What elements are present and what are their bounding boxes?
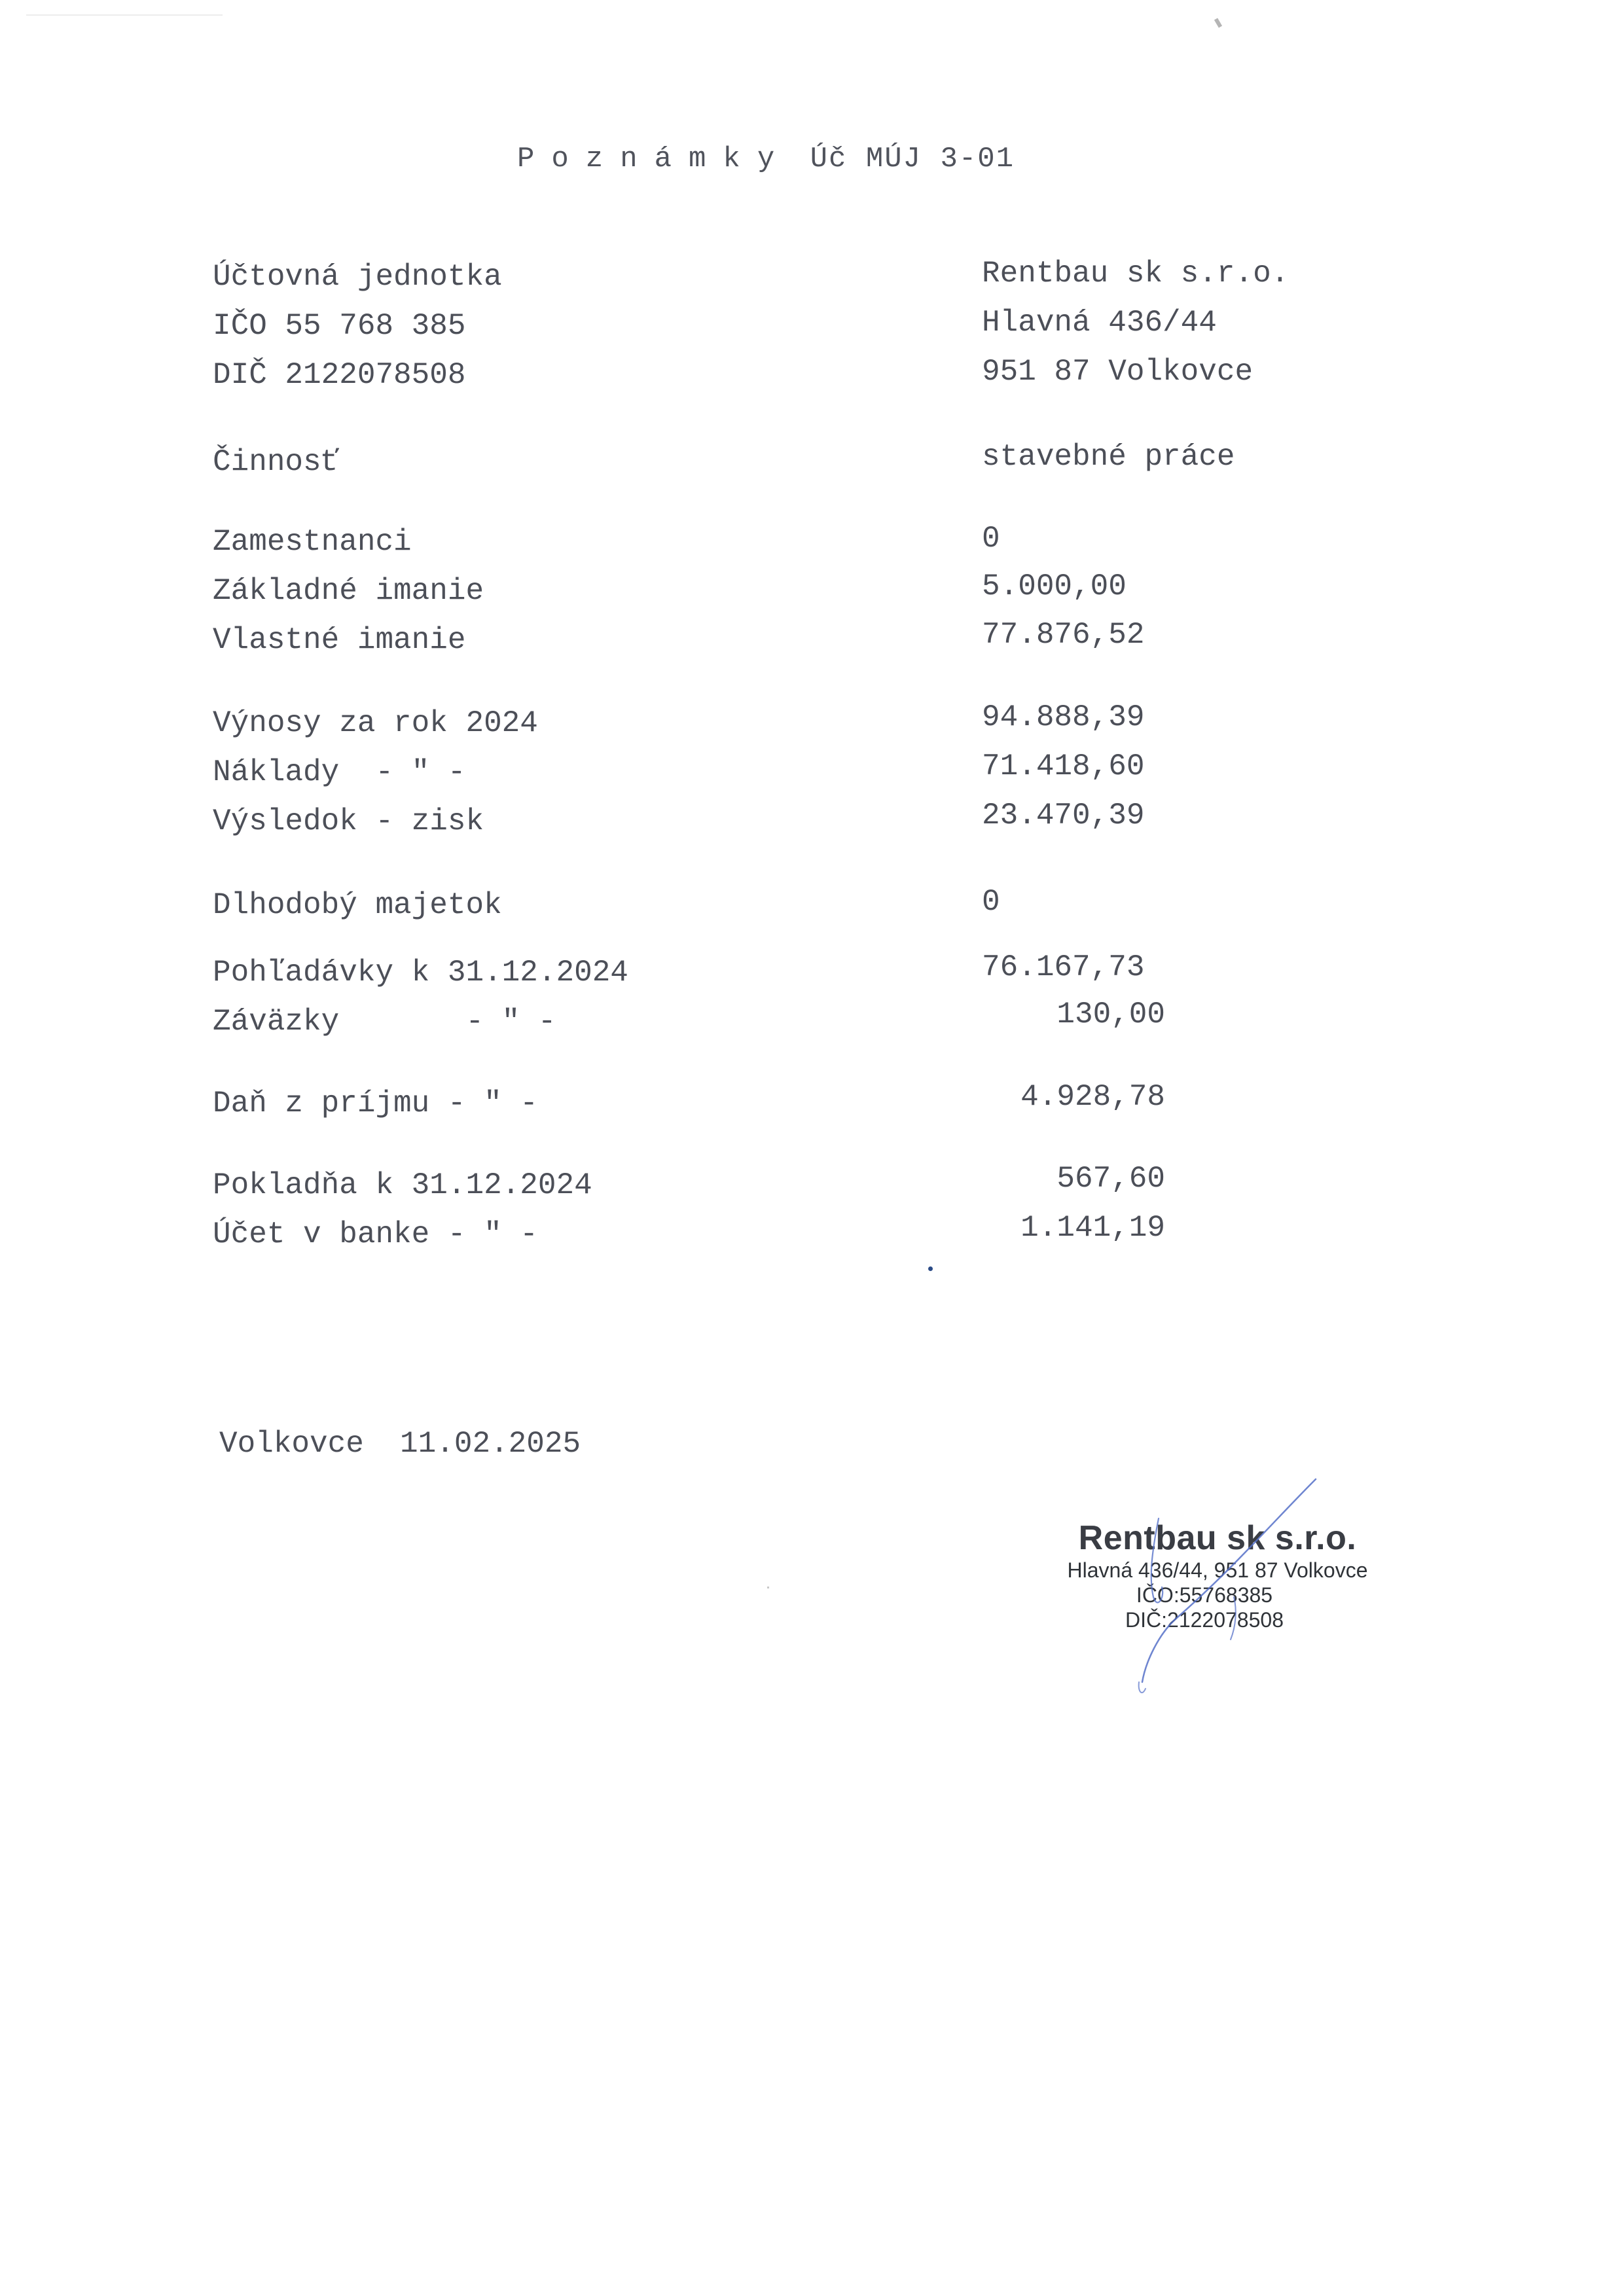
equity-label: Vlastné imanie <box>213 623 466 657</box>
stamp-ico: IČO:55768385 <box>1136 1583 1273 1607</box>
liabilities-label: Záväzky - " - <box>213 1005 556 1039</box>
receivables-value: 76.167,73 <box>982 950 1145 984</box>
stamp-address: Hlavná 436/44, 951 87 Volkovce <box>1067 1558 1368 1582</box>
page-title <box>517 143 1015 175</box>
income-tax-value: 4.928,78 <box>1020 1080 1165 1114</box>
cashbox-value: 567,60 <box>1056 1162 1165 1196</box>
liabilities-value: 130,00 <box>1056 997 1165 1031</box>
company-stamp <box>1008 1518 1401 1632</box>
company-city: 951 87 Volkovce <box>982 355 1254 389</box>
company-name: Rentbau sk s.r.o. <box>982 257 1290 291</box>
revenue-label: Výnosy za rok 2024 <box>213 706 538 740</box>
ico-label: IČO 55 768 385 <box>213 309 466 343</box>
bank-account-value: 1.141,19 <box>1020 1211 1165 1245</box>
title-form-code: Úč MÚJ 3-01 <box>810 143 1015 175</box>
cashbox-label: Pokladňa k 31.12.2024 <box>213 1168 592 1202</box>
employees-value: 0 <box>982 522 1000 556</box>
profit-value: 23.470,39 <box>982 798 1145 833</box>
basic-capital-value: 5.000,00 <box>982 569 1127 603</box>
stamp-dic: DIČ:2122078508 <box>1125 1608 1284 1632</box>
employees-label: Zamestnanci <box>213 525 412 559</box>
costs-label: Náklady - " - <box>213 755 466 789</box>
equity-value: 77.876,52 <box>982 618 1145 652</box>
bank-account-label: Účet v banke - " - <box>213 1217 538 1251</box>
basic-capital-label: Základné imanie <box>213 574 484 608</box>
ink-dot <box>928 1266 933 1271</box>
income-tax-label: Daň z príjmu - " - <box>213 1086 538 1121</box>
receivables-label: Pohľadávky k 31.12.2024 <box>213 956 628 990</box>
dic-label: DIČ 2122078508 <box>213 358 466 392</box>
activity-label: Činnosť <box>213 445 340 479</box>
revenue-value: 94.888,39 <box>982 700 1145 734</box>
accounting-unit-label: Účtovná jednotka <box>213 260 502 294</box>
signature-stroke-hook <box>1139 1682 1146 1693</box>
profit-label: Výsledok - zisk <box>213 804 484 838</box>
company-street: Hlavná 436/44 <box>982 306 1217 340</box>
title-notes-word: Poznámky <box>517 143 792 175</box>
longterm-assets-label: Dlhodobý majetok <box>213 888 502 922</box>
longterm-assets-value: 0 <box>982 885 1000 919</box>
scan-edge-line <box>26 14 223 16</box>
activity-value: stavebné práce <box>982 440 1235 474</box>
stamp-company-name: Rentbau sk s.r.o. <box>1078 1519 1357 1557</box>
scan-speck <box>1214 18 1222 27</box>
place-and-date: Volkovce 11.02.2025 <box>219 1427 581 1461</box>
costs-value: 71.418,60 <box>982 749 1145 783</box>
scan-speck <box>767 1587 769 1588</box>
